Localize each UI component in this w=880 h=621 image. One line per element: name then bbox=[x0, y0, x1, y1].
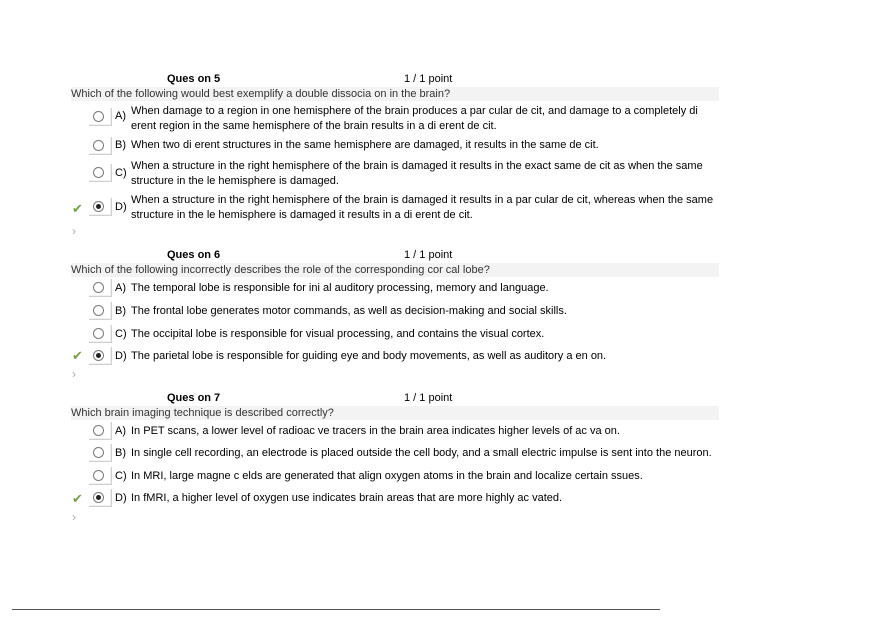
radio-c-circle[interactable] bbox=[93, 470, 104, 481]
radio-d-circle[interactable] bbox=[93, 350, 104, 361]
option-letter: B) bbox=[115, 305, 126, 317]
question-6 bbox=[0, 249, 880, 379]
question-score: 1 / 1 point bbox=[404, 249, 453, 261]
option-letter: D) bbox=[115, 350, 127, 362]
option-letter: C) bbox=[115, 328, 127, 340]
radio-d[interactable] bbox=[89, 347, 112, 365]
option-text: The frontal lobe generates motor commands, as well as decision-making and social skills. bbox=[131, 305, 567, 317]
radio-c-circle[interactable] bbox=[93, 167, 104, 178]
radio-d-circle[interactable] bbox=[93, 201, 104, 212]
question-score: 1 / 1 point bbox=[404, 392, 453, 404]
radio-c[interactable] bbox=[89, 467, 112, 485]
checkmark-icon: ✔ bbox=[72, 201, 83, 216]
radio-b-circle[interactable] bbox=[93, 447, 104, 458]
option-text: In MRI, large magne c elds are generated that align oxygen atoms in the brain and localize certain ssues. bbox=[131, 470, 643, 482]
option-text: When a structure in the right hemisphere of the brain is damaged it results in a par cular de cit, whereas when the same structure in the le hemisphere is damaged it results in a di erent de cit. bbox=[131, 194, 714, 221]
radio-a-circle[interactable] bbox=[93, 282, 104, 293]
option-letter: A) bbox=[115, 282, 126, 294]
radio-b-circle[interactable] bbox=[93, 140, 104, 151]
radio-b[interactable] bbox=[89, 302, 112, 320]
option-letter: A) bbox=[115, 110, 126, 122]
chevron-right-icon[interactable]: › bbox=[72, 224, 76, 238]
option-letter: A) bbox=[115, 425, 126, 437]
radio-d[interactable] bbox=[89, 198, 112, 216]
question-prompt: Which brain imaging technique is described correctly? bbox=[71, 406, 719, 420]
radio-a[interactable] bbox=[89, 108, 112, 126]
option-text: In fMRI, a higher level of oxygen use indicates brain areas that are more highly ac vated. bbox=[131, 492, 563, 504]
option-text: The parietal lobe is responsible for guiding eye and body movements, as well as auditory a en on. bbox=[131, 350, 607, 362]
option-text: The temporal lobe is responsible for ini al auditory processing, memory and language. bbox=[131, 282, 549, 294]
radio-a-circle[interactable] bbox=[93, 111, 104, 122]
radio-c[interactable] bbox=[89, 325, 112, 343]
radio-c[interactable] bbox=[89, 164, 112, 182]
radio-b[interactable] bbox=[89, 444, 112, 462]
option-letter: D) bbox=[115, 201, 127, 213]
option-text: In single cell recording, an electrode is placed outside the cell body, and a small electric impulse is sent into the neuron. bbox=[131, 447, 712, 459]
radio-a[interactable] bbox=[89, 422, 112, 440]
option-text: When two di erent structures in the same hemisphere are damaged, it results in the same de cit. bbox=[131, 139, 599, 151]
question-title: Ques on 5 bbox=[167, 73, 221, 85]
chevron-right-icon[interactable]: › bbox=[72, 367, 76, 381]
option-text: When a structure in the right hemisphere of the brain is damaged it results in the exact same de cit as when the same structure in the le hemisphere is damaged. bbox=[131, 160, 703, 187]
question-prompt: Which of the following would best exemplify a double dissocia on in the brain? bbox=[71, 87, 719, 101]
radio-d-circle[interactable] bbox=[93, 492, 104, 503]
option-letter: B) bbox=[115, 139, 126, 151]
option-letter: C) bbox=[115, 167, 127, 179]
radio-d[interactable] bbox=[89, 489, 112, 507]
checkmark-icon: ✔ bbox=[72, 491, 83, 506]
option-letter: D) bbox=[115, 492, 127, 504]
radio-a-circle[interactable] bbox=[93, 425, 104, 436]
option-text: The occipital lobe is responsible for visual processing, and contains the visual cortex. bbox=[131, 328, 545, 340]
option-letter: B) bbox=[115, 447, 126, 459]
radio-b-circle[interactable] bbox=[93, 305, 104, 316]
chevron-right-icon[interactable]: › bbox=[72, 510, 76, 524]
question-7 bbox=[0, 392, 880, 524]
option-letter: C) bbox=[115, 470, 127, 482]
question-prompt: Which of the following incorrectly describes the role of the corresponding cor cal lobe? bbox=[71, 263, 719, 277]
radio-c-circle[interactable] bbox=[93, 328, 104, 339]
question-5 bbox=[0, 73, 880, 243]
question-title: Ques on 7 bbox=[167, 392, 221, 404]
footer-divider bbox=[12, 609, 660, 610]
option-text: When damage to a region in one hemisphere of the brain produces a par cular de cit, and damage to a completely di erent region in the same hemisphere of the brain results in a di erent de cit. bbox=[131, 105, 698, 132]
radio-a[interactable] bbox=[89, 279, 112, 297]
checkmark-icon: ✔ bbox=[72, 348, 83, 363]
radio-b[interactable] bbox=[89, 137, 112, 155]
question-title: Ques on 6 bbox=[167, 249, 221, 261]
option-text: In PET scans, a lower level of radioac ve tracers in the brain area indicates higher levels of ac va on. bbox=[131, 425, 620, 437]
question-score: 1 / 1 point bbox=[404, 73, 453, 85]
